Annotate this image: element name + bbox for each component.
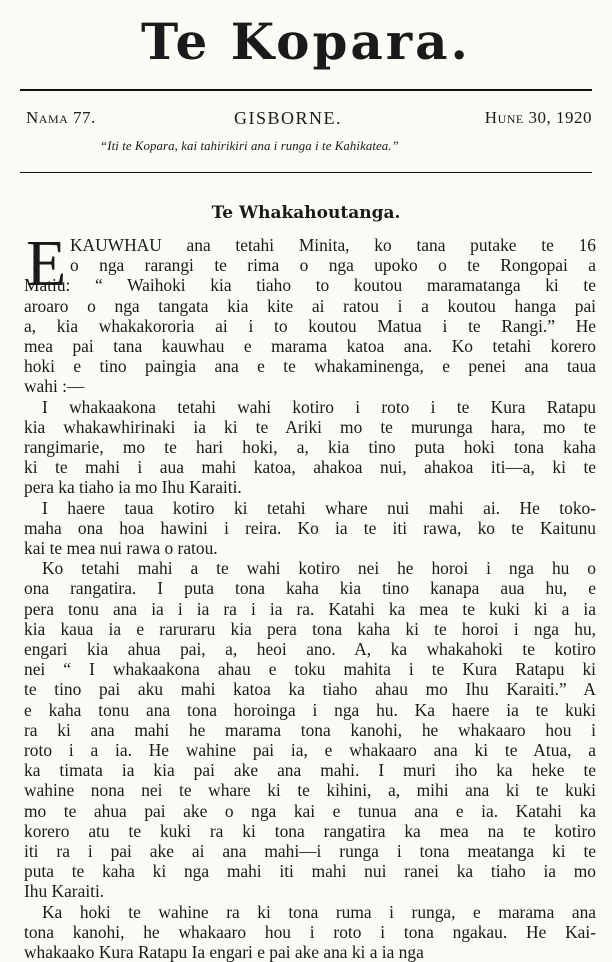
article-line: mea pai tana kauwhau e marama katoa ana. Ko tetahi korero bbox=[24, 336, 596, 356]
article-line: kai te mea nui rawa o ratou. bbox=[24, 538, 218, 558]
article-line: pera ka tiaho ia mo Ihu Karaiti. bbox=[24, 477, 242, 498]
article-line: I haere taua kotiro ki tetahi whare nui mahi ai. He toko- bbox=[42, 497, 596, 518]
article-body bbox=[24, 227, 596, 962]
article-line: whakaako Kura Ratapu Ia engari e pai ake ana ki a ia nga bbox=[24, 942, 424, 962]
article-line: wahine nona nei te whare ki te kihini, a, mihi ana ki te kuki bbox=[24, 780, 596, 801]
article-line: ra ki ana mahi he marama tona kanohi, he whakaaro hou i bbox=[24, 719, 596, 740]
article-line: a, kia whakakororia ai i to koutou Matua i te Rangi.” He bbox=[24, 315, 596, 336]
issue-number: Nama 77. bbox=[26, 108, 96, 127]
article-line: Matiu: “ Waihoki kia tiaho to koutou maramatanga ki te bbox=[24, 275, 596, 296]
article-line: rangimarie, mo te hari hoki, a, kia tino puta hoki tona kaha bbox=[24, 437, 596, 457]
article-line: ka timata ia kia pai ake ana mahi. I muri iho ka heke te bbox=[24, 760, 596, 781]
article-line: o nga rarangi te rima o nga upoko o te Rongopai a bbox=[70, 255, 596, 276]
motto: “Iti te Kopara, kai tahirikiri ana i runga i te Kahikatea.” bbox=[100, 139, 399, 153]
article-line: te tino pai aku mahi katoa ka tiaho ahau mo Ihu Karaiti.” A bbox=[24, 679, 596, 700]
article-line: tona kanohi, he whakaaro hou i roto i tona ngakau. He Kai- bbox=[24, 921, 596, 942]
article-line: ona rangatira. I puta tona kaha kia tino kanapa aua hu, e bbox=[24, 578, 596, 599]
article-line: maha ona hoa hawini i reira. Ko ia te iti rawa, ko te Kaitunu bbox=[24, 517, 596, 538]
issue-row bbox=[26, 108, 592, 132]
article-line: I whakaakona tetahi wahi kotiro i roto i te Kura Ratapu bbox=[42, 396, 596, 417]
article-line: pera tonu ana ia i ia ra i ia ra. Katahi ka mea te kuki ki a ia bbox=[24, 598, 596, 619]
article-line: kia whakawhirinaki ia ki te Ariki mo te murunga hara, mo te bbox=[24, 416, 596, 437]
article-line: iti ra i pai ake ai ana mahi—i runga i tona meatanga ki te bbox=[24, 841, 596, 861]
article-title: Te Whakahoutanga. bbox=[211, 203, 401, 223]
article-line: aroaro o nga tangata kia kite ai ratou i a koutou hanga pai bbox=[24, 295, 596, 316]
article-line: hoki e tino paingia ana e te whakaminenga, e penei ana taua bbox=[24, 356, 596, 377]
article-line: wahi :— bbox=[24, 376, 85, 397]
masthead: Te Kopara. bbox=[141, 12, 471, 71]
drop-cap: E bbox=[26, 227, 67, 300]
article-line: puta te kaha ki nga mahi iti mahi nui ranei ka tiaho ia mo bbox=[24, 861, 596, 882]
article-line: Ka hoki te wahine ra ki tona ruma i runga, e marama ana bbox=[42, 901, 596, 922]
article-line: Ihu Karaiti. bbox=[24, 881, 105, 902]
article-line: korero atu te kuki ra ki tona rangatira ka mea na te kotiro bbox=[24, 820, 596, 841]
article-line: nei “ I whakaakona ahau e toku mahita i te Kura Ratapu ki bbox=[24, 659, 596, 680]
article-line: e kaha tonu ana tona horoinga i nga hu. Ka haere ia te kuki bbox=[24, 699, 596, 720]
header-rule-bottom bbox=[20, 172, 592, 173]
article-line: roto i a ia. He wahine pai ia, e whakaaro ana ki te Atua, a bbox=[24, 740, 596, 760]
article-line: mo te ahua pai ake o nga kai e tunua ana e ia. Katahi ka bbox=[24, 800, 596, 821]
article-line: KAUWHAU ana tetahi Minita, ko tana putake te 16 bbox=[70, 235, 596, 255]
article-line: engari kia ahua pai, a, heoi ano. A, ka whakahoki te kotiro bbox=[24, 639, 596, 659]
article-line: kia kaua ia e raruraru kia pera tona kaha ki te horoi i nga hu, bbox=[24, 618, 596, 639]
city: GISBORNE. bbox=[234, 108, 343, 128]
article-line: Ko tetahi mahi a te wahi kotiro nei he horoi i nga hu o bbox=[42, 558, 596, 579]
issue-date: Hune 30, 1920 bbox=[484, 108, 592, 127]
header-rule-top bbox=[20, 89, 592, 91]
article-line: ki te mahi i aua mahi katoa, ahakoa nui, ahakoa iti—a, ki te bbox=[24, 457, 596, 478]
